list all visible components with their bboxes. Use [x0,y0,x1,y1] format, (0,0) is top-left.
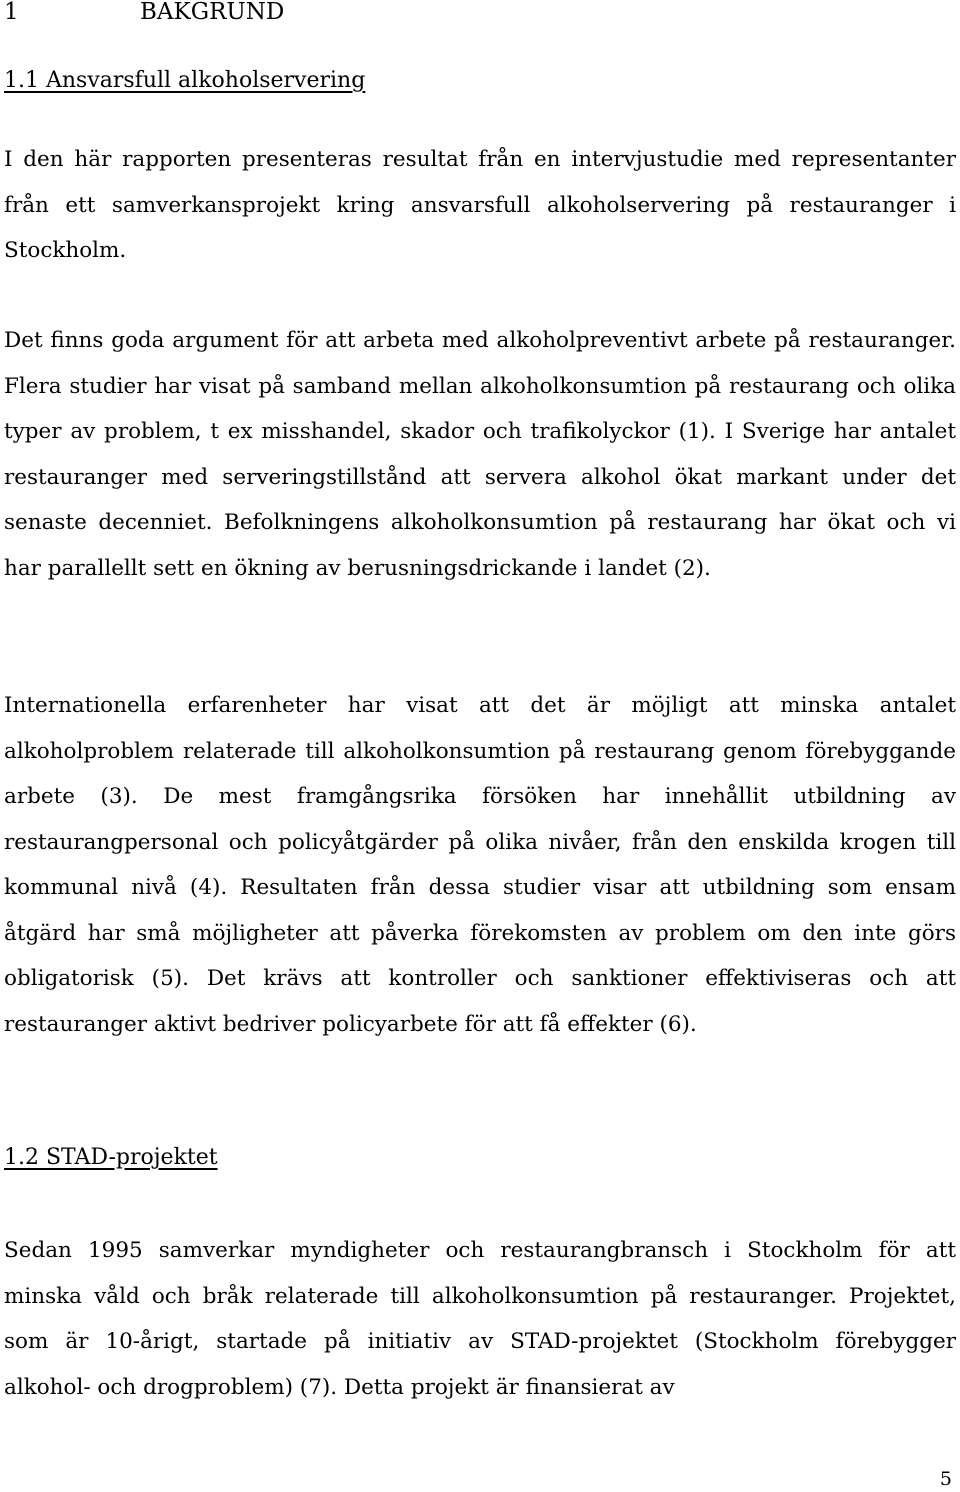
paragraph-intro: I den här rapporten presenteras resultat från en intervjustudie med representanter från ett samverkansprojekt kring ansvarsfull alkoholservering på restauranger i Stockholm. [4,147,956,263]
page-number: 5 [939,1468,952,1490]
section-heading-1-1: 1.1 Ansvarsfull alkoholservering [4,68,366,93]
paragraph-arguments: Det finns goda argument för att arbeta med alkoholpreventivt arbete på restauranger. Flera studier har visat på samband mellan alkoholkonsumtion på restaurang och olika typer av problem, t ex misshandel, skador och trafikolyckor (1). I Sverige har antalet restauranger med serveringstillstånd att servera alkohol ökat markant under det senaste decenniet. Befolkningens alkoholkonsumtion på restaurang har ökat och vi har parallellt sett en ökning av berusningsdrickande i landet (2). [4,328,956,581]
paragraph-stad: Sedan 1995 samverkar myndigheter och restaurangbransch i Stockholm för att minska våld och bråk relaterade till alkoholkonsumtion på restauranger. Projektet, som är 10-årigt, startade på initiativ av STAD-projektet (Stockholm förebygger alkohol- och drogproblem) (7). Detta projekt är finansierat av [4,1238,956,1400]
chapter-heading [4,0,284,26]
chapter-title: BAKGRUND [140,0,285,25]
chapter-number: 1 [4,0,19,25]
paragraph-international: Internationella erfarenheter har visat att det är möjligt att minska antalet alkoholproblem relaterade till alkoholkonsumtion på restaurang genom förebyggande arbete (3). De mest framgångsrika försöken har innehållit utbildning av restaurangpersonal och policyåtgärder på olika nivåer, från den enskilda krogen till kommunal nivå (4). Resultaten från dessa studier visar att utbildning som ensam åtgärd har små möjligheter att påverka förekomsten av problem om den inte görs obligatorisk (5). Det krävs att kontroller och sanktioner effektiviseras och att restauranger aktivt bedriver policyarbete för att få effekter (6). [4,693,956,1037]
section-heading-1-2: 1.2 STAD-projektet [4,1145,218,1170]
